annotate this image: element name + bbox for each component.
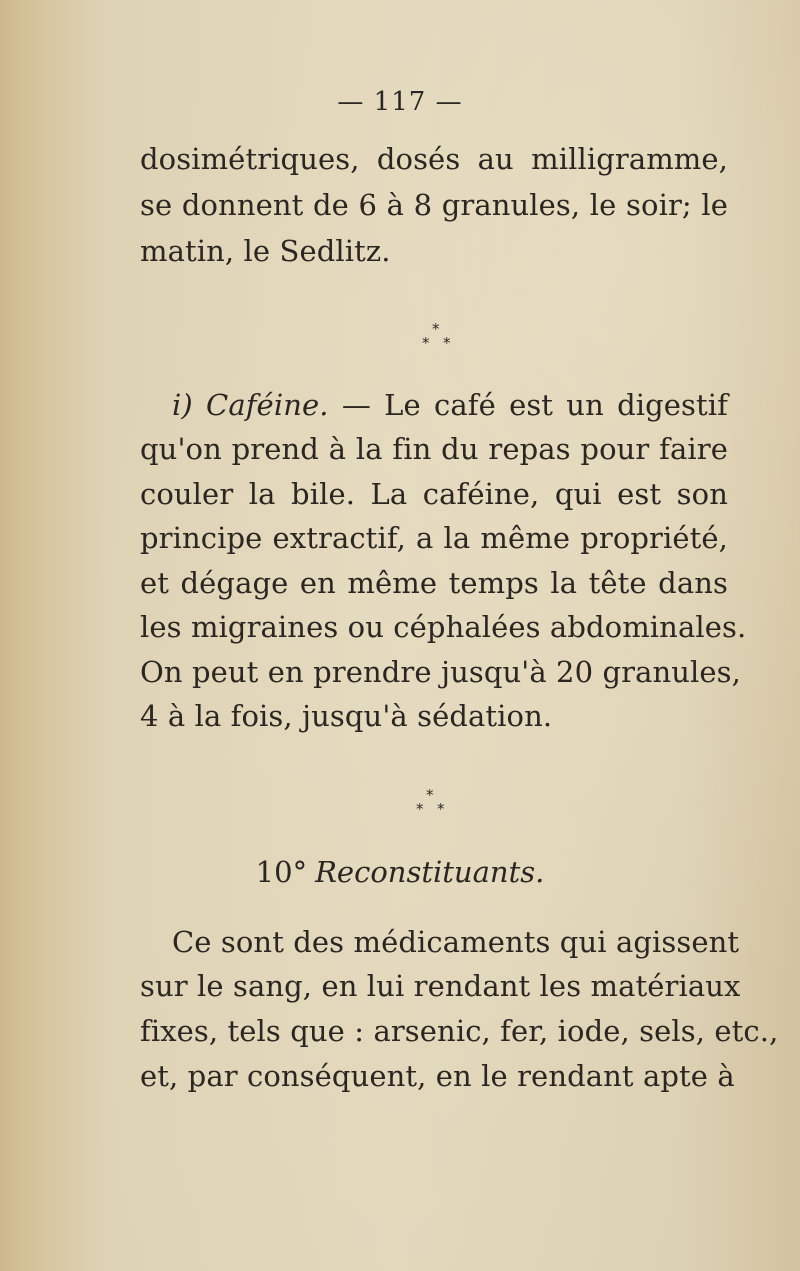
asterisk-icon: * [426,786,434,804]
text-line: les migraines ou céphalées abdominales. [140,610,747,644]
page-number: — 117 — [337,87,463,117]
text-line-first [172,383,728,427]
item-title: Caféine. [206,388,329,422]
item-label: i) [172,388,193,422]
text-line: et, par conséquent, en le rendant apte à [140,1059,735,1093]
section-number: 10° [255,855,308,889]
text-line: principe extractif, a la même propriété, [140,521,728,555]
asterism-separator [410,322,470,362]
section-heading [0,850,800,894]
asterisk-icon: * [443,334,451,352]
text-line: qu'on prend à la fin du repas pour faire [140,432,728,466]
text-line: Ce sont des médicaments qui agissent [172,925,740,959]
text-line: couler la bile. La caféine, qui est son [140,477,728,511]
section-title: Reconstituants. [315,855,545,889]
text-line: se donnent de 6 à 8 granules, le soir; le [140,188,728,222]
text-line: 4 à la fois, jusqu'à sédation. [140,699,553,733]
asterisk-icon: * [437,800,445,818]
asterisk-icon: * [416,800,424,818]
asterisk-icon: * [432,320,440,338]
text-line: dosimétriques, dosés au milligramme, [140,142,728,176]
text-line: On peut en prendre jusqu'à 20 granules, [140,655,741,689]
text-line: matin, le Sedlitz. [140,234,391,268]
asterisk-icon: * [422,334,430,352]
text-line: sur le sang, en lui rendant les matériaux [140,969,741,1003]
text-line: fixes, tels que : arsenic, fer, iode, sels, etc., [140,1014,779,1048]
asterism-separator [404,788,464,828]
text-line: et dégage en même temps la tête dans [140,566,728,600]
text-run: — Le café est un digestif [341,388,728,422]
